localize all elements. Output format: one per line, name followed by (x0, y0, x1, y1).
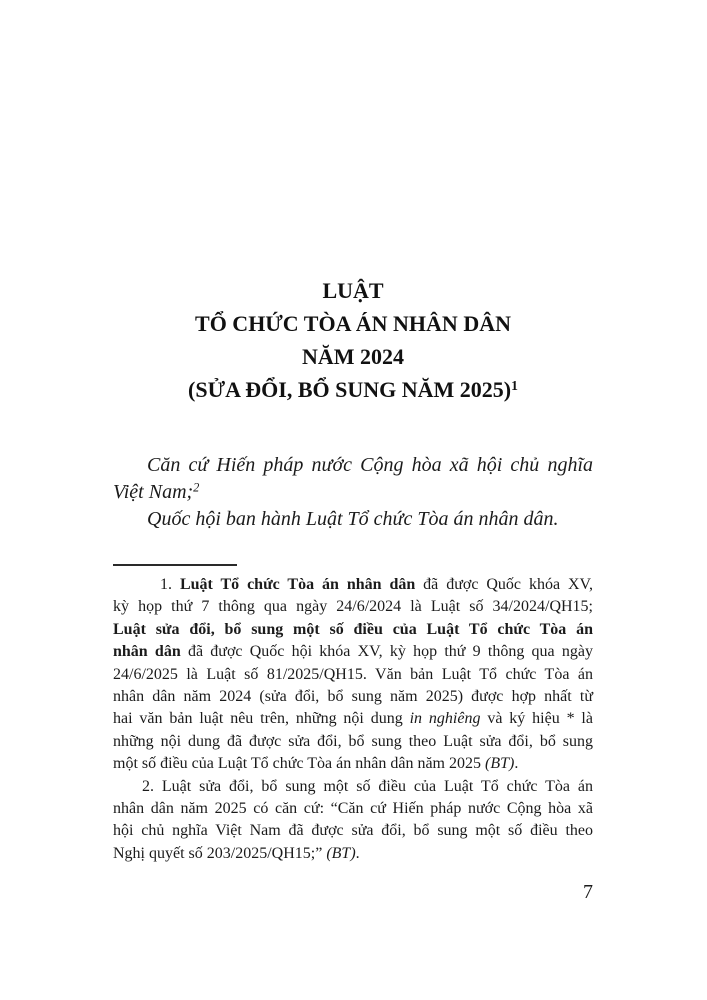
text-segment: nhân dân (113, 643, 181, 661)
text-segment: . (355, 844, 360, 862)
title-line-law: LUẬT (322, 278, 384, 303)
text-segment: những nội dung đã được sửa đổi, bổ sung theo Luật sửa đổi, bổ sung (113, 732, 593, 750)
text-segment: đã được Quốc hội khóa XV, kỳ họp thứ 9 thông qua ngày (180, 643, 593, 661)
text-segment: in nghiêng (409, 710, 481, 728)
text-line (113, 506, 593, 533)
text-segment: (BT) (326, 844, 356, 862)
text-segment: nhân dân năm 2025 có căn cứ: “Căn cứ Hiến pháp nước Cộng hòa xã (113, 800, 593, 818)
text-line (113, 479, 593, 506)
text-segment: Nghị quyết số 203/2025/QH15;” (113, 844, 327, 862)
text-segment: và ký hiệu * là (480, 710, 593, 728)
text-segment: đã được Quốc khóa XV, (415, 576, 594, 593)
title-amendment-text: (SỬA ĐỔI, BỔ SUNG NĂM 2025) (188, 377, 512, 402)
page-number: 7 (583, 881, 593, 903)
text-line (113, 641, 593, 663)
text-segment: (BT) (484, 755, 515, 773)
text-segment: . (514, 755, 519, 773)
text-segment: 1. (160, 576, 180, 593)
text-line (113, 574, 593, 596)
text-segment: 24/6/2025 là Luật số 81/2025/QH15. Văn bản Luật Tổ chức Tòa án (113, 665, 593, 683)
title-line-name: TỔ CHỨC TÒA ÁN NHÂN DÂN (195, 311, 511, 336)
text-line (113, 776, 593, 798)
footnote-divider-rule (113, 564, 237, 566)
text-line (113, 686, 593, 708)
text-segment: Quốc hội ban hành Luật Tổ chức Tòa án nhân dân. (147, 508, 559, 530)
footnotes (113, 574, 593, 865)
text-line (113, 596, 593, 618)
text-line (113, 664, 593, 686)
text-segment: kỳ họp thứ 7 thông qua ngày 24/6/2024 là Luật số 34/2024/QH15; (113, 598, 593, 616)
text-segment: nhân dân năm 2024 (sửa đổi, bổ sung năm 2025) được hợp nhất từ (113, 688, 593, 706)
text-segment: Luật Tổ chức Tòa án nhân dân (179, 576, 416, 593)
text-segment: Căn cứ Hiến pháp nước Cộng hòa xã hội chủ nghĩa (147, 454, 593, 476)
text-line (113, 843, 593, 865)
title-footnote-ref: 1 (511, 377, 518, 393)
text-segment: 2 (193, 480, 200, 495)
text-line (113, 452, 593, 479)
text-segment: Việt Nam; (113, 481, 194, 503)
preamble (113, 452, 593, 533)
text-segment: hai văn bản luật nêu trên, những nội dung (113, 710, 410, 728)
text-segment: 2. Luật sửa đổi, bổ sung một số điều của Luật Tổ chức Tòa án (142, 777, 593, 795)
text-line (113, 798, 593, 820)
text-segment: một số điều của Luật Tổ chức Tòa án nhân dân năm 2025 (113, 755, 485, 773)
text-line (113, 820, 593, 842)
title-line-amendment (113, 373, 593, 406)
text-line (113, 619, 593, 641)
text-segment: hội chủ nghĩa Việt Nam đã được sửa đổi, bổ sung một số điều theo (113, 822, 593, 840)
text-segment: Luật sửa đổi, bổ sung một số điều của Luật Tổ chức Tòa án (113, 620, 593, 638)
text-line (113, 731, 593, 753)
text-line (113, 753, 593, 775)
text-line (113, 708, 593, 730)
document-title (113, 274, 593, 406)
title-line-year: NĂM 2024 (301, 344, 405, 369)
